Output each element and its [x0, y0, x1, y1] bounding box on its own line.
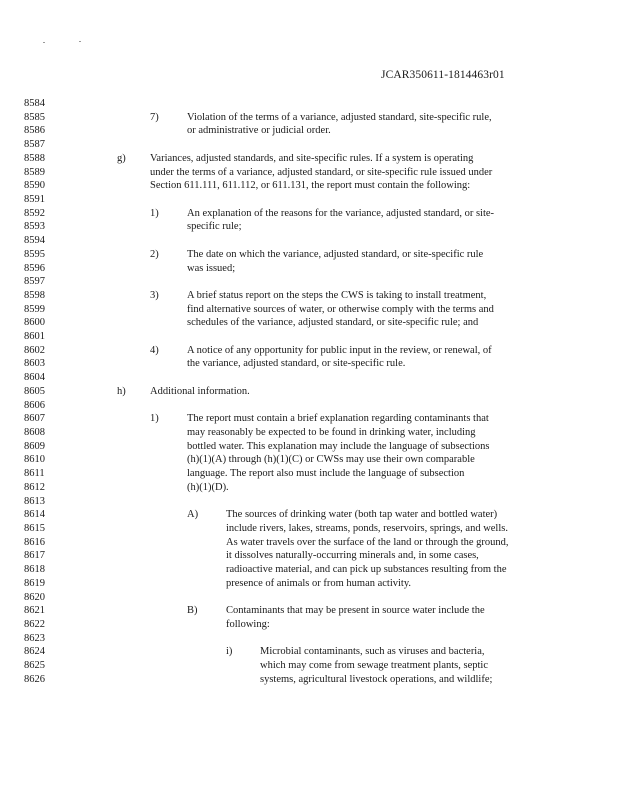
list-marker: 3): [150, 289, 159, 301]
line-number: 8608: [24, 427, 45, 439]
line-text: specific rule;: [187, 221, 242, 233]
line-text: or administrative or judicial order.: [187, 125, 331, 137]
line-number: 8610: [24, 454, 45, 466]
line-number: 8595: [24, 248, 45, 260]
list-marker: 7): [150, 111, 159, 123]
line-text: systems, agricultural livestock operations, and wildlife;: [260, 673, 493, 685]
line-number: 8619: [24, 577, 45, 589]
line-text: Section 611.111, 611.112, or 611.131, the report must contain the following:: [150, 180, 471, 192]
line-text: include rivers, lakes, streams, ponds, reservoirs, springs, and wells.: [226, 523, 508, 534]
list-marker: i): [226, 646, 233, 658]
document-id: JCAR350611-1814463r01: [381, 69, 505, 81]
line-text: the variance, adjusted standard, or site-specific rule.: [187, 358, 406, 370]
line-text: may reasonably be expected to be found in drinking water, including: [187, 427, 476, 439]
line-number: 8616: [24, 536, 45, 548]
line-number: 8585: [24, 111, 45, 123]
line-number: 8598: [24, 289, 45, 301]
line-text: (h)(1)(A) through (h)(1)(C) or CWSs may use their own comparable: [187, 454, 475, 466]
list-marker: g): [117, 152, 126, 164]
line-number: 8596: [24, 262, 45, 274]
line-number: 8605: [24, 385, 45, 397]
list-marker: B): [187, 605, 198, 617]
line-number: 8590: [24, 180, 45, 192]
line-text: was issued;: [187, 262, 236, 274]
line-number: 8613: [24, 495, 45, 507]
line-text: presence of animals or from human activity.: [226, 577, 412, 589]
line-number: 8591: [24, 193, 45, 205]
line-text: Variances, adjusted standards, and site-specific rules. If a system is operating: [150, 152, 474, 164]
line-number: 8603: [24, 358, 45, 370]
line-number: 8593: [24, 221, 45, 233]
line-number: 8602: [24, 344, 45, 356]
line-text: following:: [226, 618, 270, 630]
line-text: Microbial contaminants, such as viruses and bacteria,: [260, 646, 485, 658]
line-number: 8604: [24, 372, 45, 384]
line-text: Additional information.: [150, 385, 250, 397]
line-number: 8617: [24, 550, 45, 562]
line-number: 8620: [24, 591, 45, 603]
line-number: 8615: [24, 523, 45, 534]
line-text: As water travels over the surface of the land or through the ground,: [226, 536, 509, 548]
line-text: (h)(1)(D).: [187, 481, 229, 493]
list-marker: 1): [150, 207, 159, 219]
line-text: language. The report also must include the language of subsection: [187, 468, 465, 480]
line-number: 8626: [24, 673, 45, 685]
line-number: 8600: [24, 317, 45, 329]
line-text: under the terms of a variance, adjusted standard, or site-specific rule issued under: [150, 166, 493, 178]
line-number: 8597: [24, 276, 45, 288]
line-number: 8618: [24, 564, 45, 576]
line-number: 8599: [24, 303, 45, 315]
line-number: 8588: [24, 152, 45, 164]
line-number: 8587: [24, 139, 45, 151]
line-text: find alternative sources of water, or otherwise comply with the terms and: [187, 303, 494, 315]
line-text: An explanation of the reasons for the variance, adjusted standard, or site-: [187, 207, 495, 219]
line-text: radioactive material, and can pick up substances resulting from the: [226, 564, 507, 576]
line-number: 8592: [24, 207, 45, 219]
list-marker: 1): [150, 413, 159, 425]
line-number: 8601: [24, 331, 45, 343]
line-number: 8589: [24, 166, 45, 178]
line-text: A brief status report on the steps the CWS is taking to install treatment,: [187, 289, 487, 301]
scan-speck: [79, 41, 81, 42]
line-text: Contaminants that may be present in source water include the: [226, 605, 485, 617]
line-number: 8594: [24, 235, 45, 247]
line-text: bottled water. This explanation may include the language of subsections: [187, 440, 490, 452]
line-number: 8612: [24, 481, 45, 493]
line-number: 8607: [24, 413, 45, 425]
line-text: The date on which the variance, adjusted standard, or site-specific rule: [187, 248, 484, 260]
line-text: schedules of the variance, adjusted standard, or site-specific rule; and: [187, 317, 479, 329]
line-text: The sources of drinking water (both tap water and bottled water): [226, 509, 498, 521]
line-text: it dissolves naturally-occurring minerals and, in some cases,: [226, 550, 479, 562]
scan-speck: [43, 42, 45, 43]
line-number: 8609: [24, 440, 45, 452]
line-number: 8625: [24, 660, 45, 672]
line-text: The report must contain a brief explanation regarding contaminants that: [187, 413, 489, 425]
list-marker: 4): [150, 344, 159, 356]
line-number: 8621: [24, 605, 45, 617]
list-marker: h): [117, 385, 126, 397]
list-marker: 2): [150, 248, 159, 260]
line-text: Violation of the terms of a variance, adjusted standard, site-specific rule,: [187, 111, 492, 123]
line-number: 8614: [24, 509, 45, 521]
line-number: 8622: [24, 618, 45, 630]
line-number: 8606: [24, 399, 45, 411]
line-text: A notice of any opportunity for public input in the review, or renewal, of: [187, 344, 492, 356]
line-number: 8623: [24, 632, 45, 644]
line-number: 8624: [24, 646, 45, 658]
line-number: 8611: [24, 468, 45, 480]
line-number: 8586: [24, 125, 45, 137]
line-text: which may come from sewage treatment plants, septic: [260, 660, 489, 672]
list-marker: A): [187, 509, 199, 521]
line-number: 8584: [24, 98, 45, 109]
